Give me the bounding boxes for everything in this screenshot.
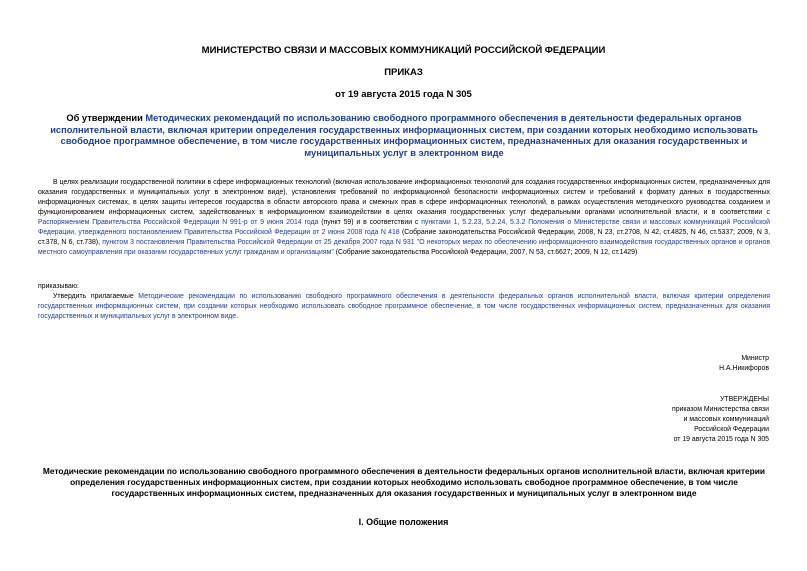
approved-line-2: приказом Министерства связи xyxy=(671,406,769,413)
approve-text-b: . xyxy=(236,313,239,320)
approved-line-5: от 19 августа 2015 года N 305 xyxy=(673,436,769,443)
section-title: I. Общие положения xyxy=(358,517,449,527)
recommendations-title: Методические рекомендации по использованию свободного программного обеспечения в деятельности федеральных органов исполнительной власти, включая критерии определения государственных информационных систем, при создании которых необходимо использовать свободное программное обеспечение, в том числе государственных информационных систем, предназначенных для оказания государственных и муниципальных услуг в электронном виде xyxy=(42,466,766,498)
doc-date-heading: от 19 августа 2015 года N 305 xyxy=(335,89,472,100)
link-decree-931[interactable]: пунктом 3 постановления Правительства Российской Федерации от 25 декабря 2007 года N 931 "О некоторых мерах по обеспечению информационного взаимодействия государственных органов и органов местного самоуправления при оказании государственных услуг гражданам и организациям" xyxy=(38,239,770,256)
signature-position: Министр xyxy=(741,355,769,362)
signature-block xyxy=(719,354,769,374)
approved-line-3: и массовых коммуникаций xyxy=(683,416,769,423)
order-title-prefix: Об утверждении xyxy=(66,113,146,123)
approved-line-1: УТВЕРЖДЕНЫ xyxy=(720,396,769,403)
approved-block xyxy=(672,395,769,445)
link-decree-991[interactable]: Распоряжением Правительства Российской Федерации N 991-р от 9 июня 2014 года xyxy=(38,219,319,226)
ministry-heading: МИНИСТЕРСТВО СВЯЗИ И МАССОВЫХ КОММУНИКАЦИЙ РОССИЙСКОЙ ФЕДЕРАЦИИ xyxy=(201,45,606,56)
preamble-text-d: (Собрание законодательства Российской Федерации, 2007, N 53, ст.6627; 2009, N 12, ст.1429) xyxy=(333,249,638,256)
preamble-paragraph xyxy=(38,178,770,258)
preamble-text-c: (Собрание законодательства Российской Федерации, 2008, N 23, ст.2708, N 42, ст.4825, N 46, ст.5337; 2009, N 3, ст.378, N 6, ст.738), xyxy=(38,229,770,246)
link-regulation-418[interactable]: пунктами 1, 5.2.23, 5.2.24, 5.3.2 Положения о Министерстве связи и массовых коммуникаций Российской Федерации, утвержденного постановлением Правительства Российской Федерации от 2 июня 2008 года N 418 xyxy=(38,219,770,236)
order-title-link[interactable]: Методических рекомендаций по использованию свободного программного обеспечения в деятельности федеральных органов исполнительной власти, включая критерии определения государственных информационных систем, при создании которых необходимо использовать свободное программное обеспечение, в том числе государственных информационных систем, предназначенных для оказания государственных и муниципальных услуг в электронном виде xyxy=(50,113,758,158)
approve-paragraph xyxy=(38,292,770,322)
signature-name: Н.А.Никифоров xyxy=(719,365,769,372)
order-title xyxy=(38,113,770,159)
approve-text-a: Утвердить прилагаемые xyxy=(53,293,139,300)
order-word: приказываю: xyxy=(38,283,79,290)
approved-line-4: Российской Федерации xyxy=(694,426,769,433)
preamble-text-b: (пункт 59) и в соответствии с xyxy=(318,219,422,226)
doc-type-heading: ПРИКАЗ xyxy=(384,67,423,78)
preamble-text-a: В целях реализации государственной политики в сфере информационных технологий (включая использование информационных технологий для создания государственных информационных систем, предназначенных для оказания государственных и муниципальных услуг в электронном виде), установления требований по информационной безопасности информационных систем и требований к формату данных в государственных информационных системах, в целях защиты интересов государства в области авторского права и смежных прав в сфере информационных технологий, в рамках осуществления методического руководства созданием и функционированием информационных систем, задействованных в информационном взаимодействии в целях оказания государственных услуг федеральными органами исполнительной власти, и в соответствии с xyxy=(38,179,770,216)
link-recommendations[interactable]: Методические рекомендации по использованию свободного программного обеспечения в деятельности федеральных органов исполнительной власти, включая критерии определения государственных информационных систем, при создании которых необходимо использовать свободное программное обеспечение, в том числе государственных информационных систем, предназначенных для оказания государственных и муниципальных услуг в электронном виде xyxy=(38,293,770,320)
